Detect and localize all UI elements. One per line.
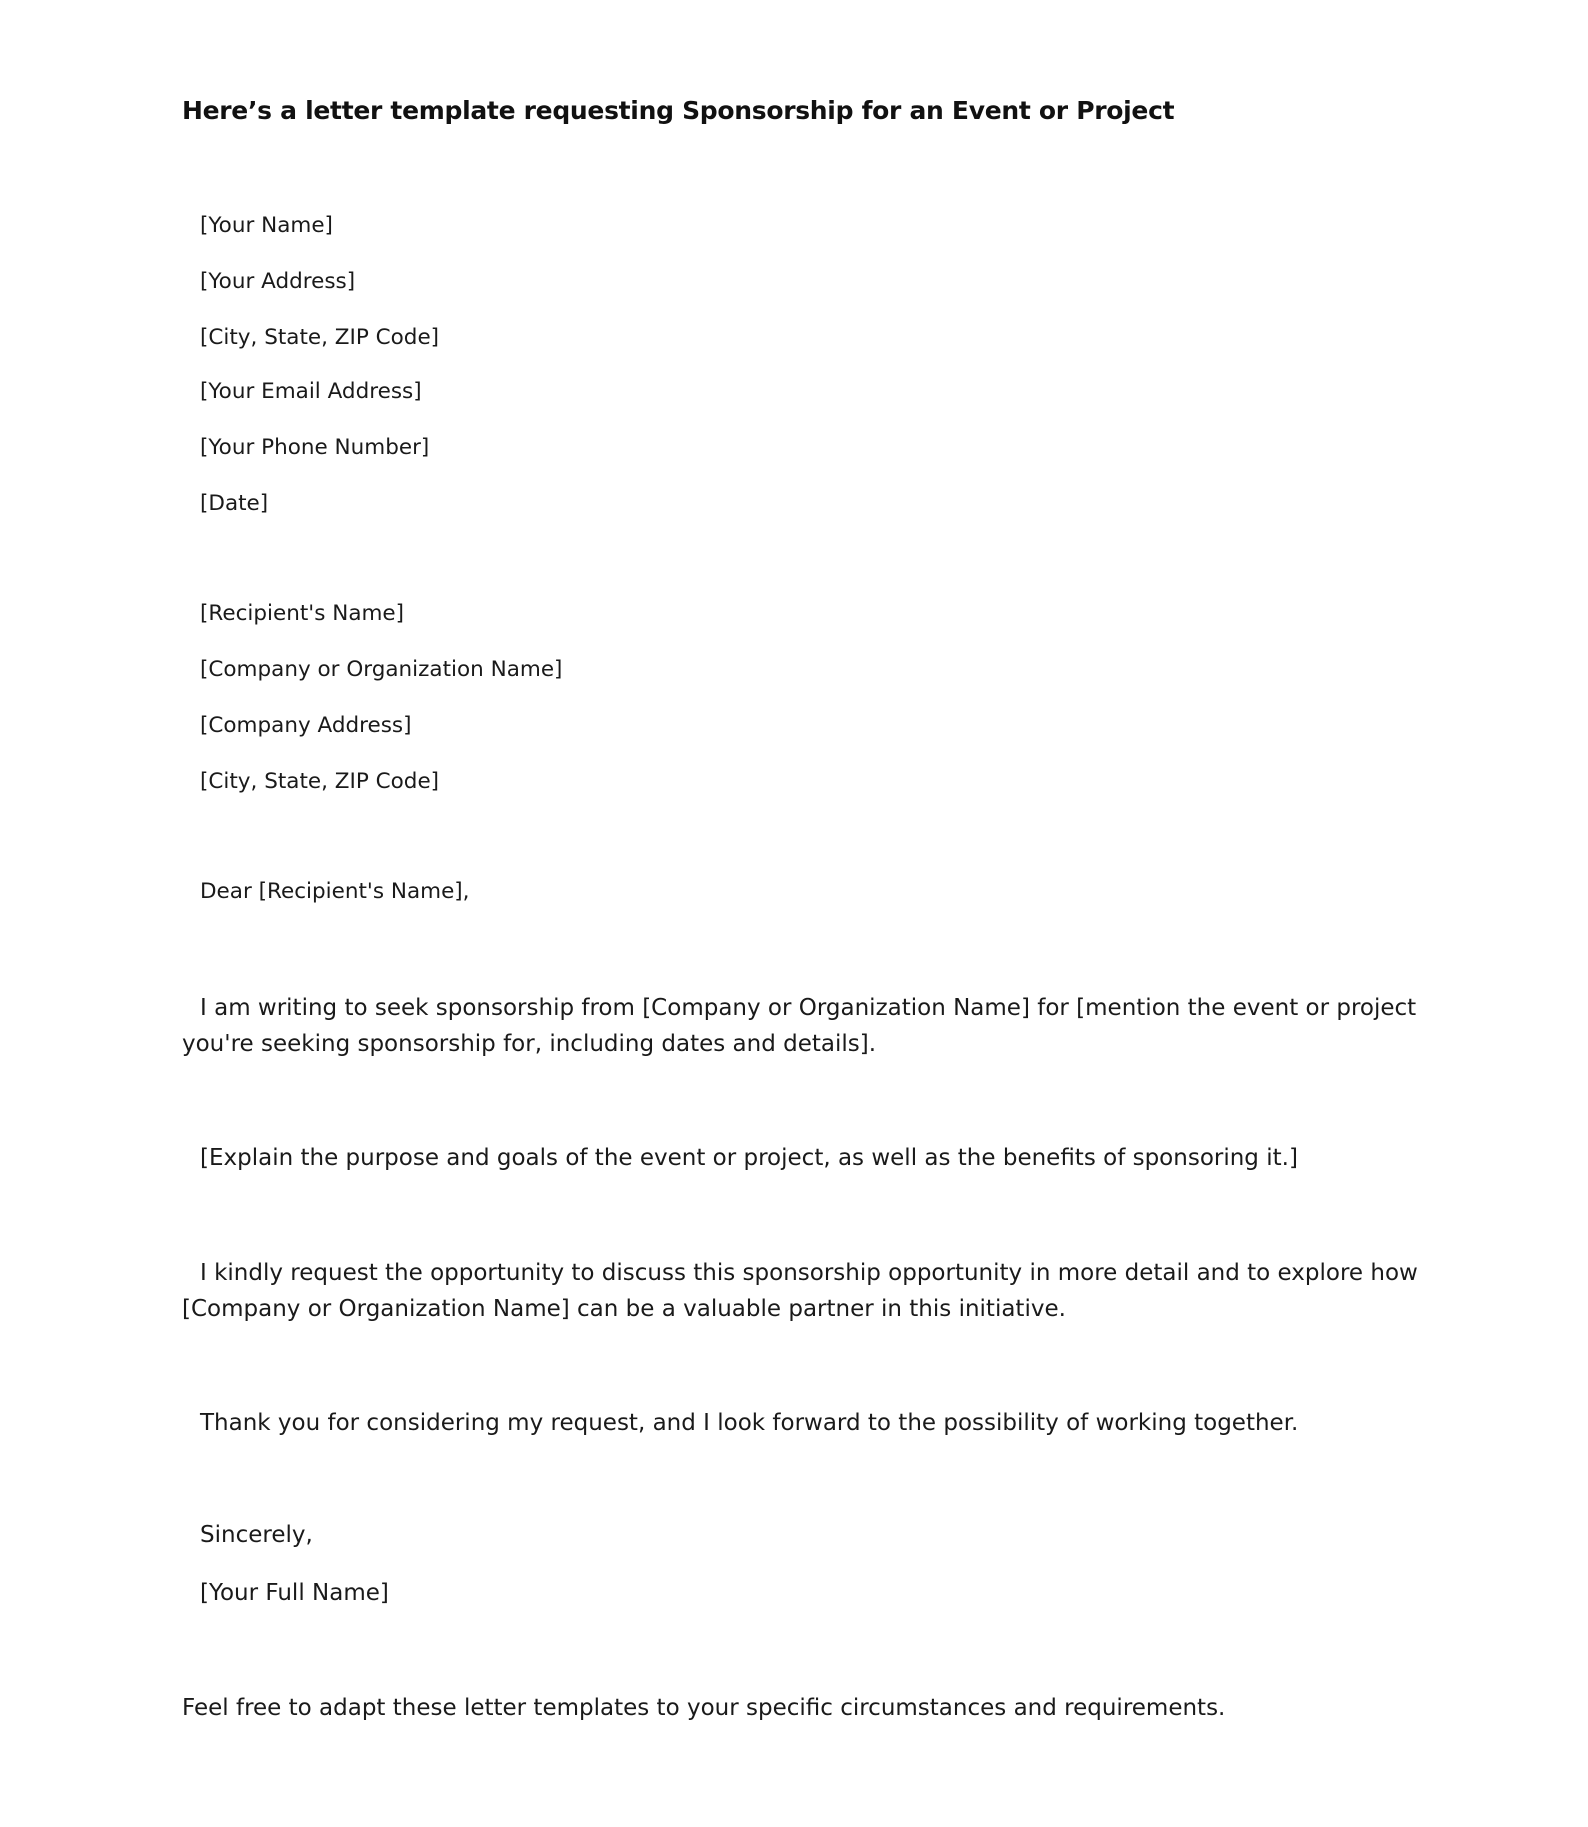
closing-sign-off: Sincerely, <box>200 1522 313 1548</box>
closing-full-name: [Your Full Name] <box>200 1580 389 1606</box>
sender-city-state-zip: [City, State, ZIP Code] <box>200 325 440 350</box>
sender-email: [Your Email Address] <box>200 379 422 404</box>
recipient-city-state-zip: [City, State, ZIP Code] <box>200 769 440 794</box>
document-title: Here’s a letter template requesting Sponsorship for an Event or Project <box>182 96 1175 125</box>
letter-date: [Date] <box>200 491 269 516</box>
sender-name: [Your Name] <box>200 213 333 238</box>
body-paragraph-3: I kindly request the opportunity to discuss this sponsorship opportunity in more detail and to explore how [Company or Organization Name] can be a valuable partner in this initiative. <box>182 1260 1418 1322</box>
sender-address: [Your Address] <box>200 269 356 294</box>
sender-phone: [Your Phone Number] <box>200 435 430 460</box>
recipient-name: [Recipient's Name] <box>200 601 405 626</box>
body-paragraph-4: Thank you for considering my request, and I look forward to the possibility of working together. <box>200 1410 1299 1436</box>
body-paragraph-1: I am writing to seek sponsorship from [Company or Organization Name] for [mention the event or project you're seeking sponsorship for, including dates and details]. <box>182 995 1417 1057</box>
salutation: Dear [Recipient's Name], <box>200 879 470 904</box>
recipient-address: [Company Address] <box>200 713 412 738</box>
recipient-organization: [Company or Organization Name] <box>200 657 563 682</box>
body-paragraph-2: [Explain the purpose and goals of the event or project, as well as the benefits of sponsoring it.] <box>200 1145 1298 1171</box>
footer-note: Feel free to adapt these letter templates to your specific circumstances and requirements. <box>182 1695 1226 1721</box>
